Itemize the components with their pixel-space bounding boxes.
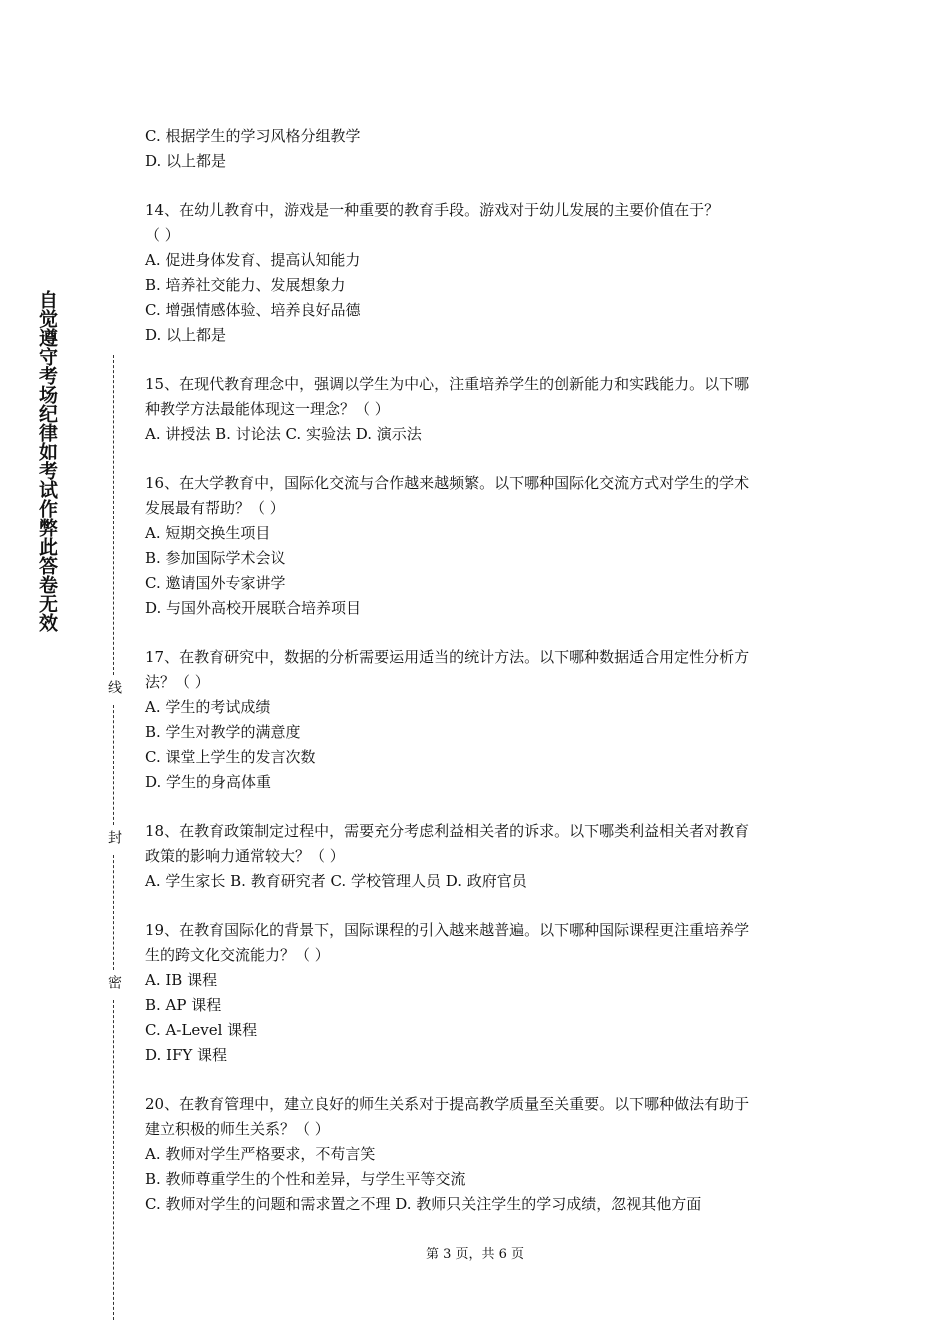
option-line: C. 增强情感体验、培养良好品德: [145, 301, 361, 319]
option-line: A. 短期交换生项目: [145, 524, 271, 542]
page-number: 第 3 页，共 6 页: [425, 1247, 525, 1262]
question-text: 18、在教育政策制定过程中，需要充分考虑利益相关者的诉求。以下哪类利益相关者对教育: [145, 822, 750, 840]
question-14: [145, 198, 825, 348]
question-text: 17、在教育研究中，数据的分析需要运用适当的统计方法。以下哪种数据适合用定性分析方: [145, 648, 750, 666]
binding-line-segment: [113, 355, 114, 675]
question-19: [145, 918, 825, 1068]
question-text: 发展最有帮助？（ ）: [145, 499, 285, 517]
option-line: C. 邀请国外专家讲学: [145, 574, 286, 592]
option-line: D. 以上都是: [145, 326, 227, 344]
option-line: A. 促进身体发育、提高认知能力: [145, 251, 361, 269]
binding-line-segment: [113, 855, 114, 970]
option-line: B. AP 课程: [145, 996, 222, 1014]
option-line: A. 教师对学生严格要求，不苟言笑: [145, 1145, 376, 1163]
option-line: B. 学生对教学的满意度: [145, 723, 301, 741]
question-text: 种教学方法最能体现这一理念？（ ）: [145, 400, 390, 418]
binding-line-segment: [113, 705, 114, 825]
question-text: 14、在幼儿教育中，游戏是一种重要的教育手段。游戏对于幼儿发展的主要价值在于？: [145, 201, 720, 219]
option-line: A. 学生的考试成绩: [145, 698, 271, 716]
question-text: 生的跨文化交流能力？（ ）: [145, 946, 330, 964]
option-line: D. 学生的身高体重: [145, 773, 272, 791]
question-block: [145, 124, 825, 174]
question-18: [145, 819, 825, 894]
question-text: 16、在大学教育中，国际化交流与合作越来越频繁。以下哪种国际化交流方式对学生的学术: [145, 474, 750, 492]
question-text: 法？（ ）: [145, 673, 210, 691]
option-line: A. 讲授法 B. 讨论法 C. 实验法 D. 演示法: [145, 425, 422, 443]
question-text: 19、在教育国际化的背景下，国际课程的引入越来越普遍。以下哪种国际课程更注重培养学: [145, 921, 750, 939]
option-line: C. 课堂上学生的发言次数: [145, 748, 316, 766]
question-list: [145, 124, 825, 1217]
option-line: D. IFY 课程: [145, 1046, 228, 1064]
option-line: B. 参加国际学术会议: [145, 549, 286, 567]
question-17: [145, 645, 825, 795]
question-text: 20、在教育管理中，建立良好的师生关系对于提高教学质量至关重要。以下哪种做法有助于: [145, 1095, 750, 1113]
option-line: A. 学生家长 B. 教育研究者 C. 学校管理人员 D. 政府官员: [145, 872, 527, 890]
binding-label-secret: 密: [106, 975, 122, 989]
question-text: 政策的影响力通常较大？（ ）: [145, 847, 345, 865]
question-text: 建立积极的师生关系？（ ）: [145, 1120, 330, 1138]
question-text: 15、在现代教育理念中，强调以学生为中心，注重培养学生的创新能力和实践能力。以下哪: [145, 375, 750, 393]
option-line: C. 根据学生的学习风格分组教学: [145, 127, 361, 145]
exam-discipline-notice: 自觉遵守考场纪律如考试作弊此答卷无效: [36, 290, 58, 632]
option-line: D. 以上都是: [145, 152, 227, 170]
question-20: [145, 1092, 825, 1217]
binding-line-segment: [113, 1000, 114, 1320]
option-line: B. 教师尊重学生的个性和差异，与学生平等交流: [145, 1170, 466, 1188]
option-line: B. 培养社交能力、发展想象力: [145, 276, 346, 294]
answer-bracket: （ ）: [145, 226, 180, 244]
question-15: [145, 372, 825, 447]
option-line: D. 与国外高校开展联合培养项目: [145, 599, 362, 617]
option-line: C. A-Level 课程: [145, 1021, 258, 1039]
binding-label-line: 线: [106, 680, 122, 694]
option-line: A. IB 课程: [145, 971, 218, 989]
binding-label-seal: 封: [106, 830, 122, 844]
option-line: C. 教师对学生的问题和需求置之不理 D. 教师只关注学生的学习成绩，忽视其他方面: [145, 1195, 702, 1213]
question-16: [145, 471, 825, 621]
